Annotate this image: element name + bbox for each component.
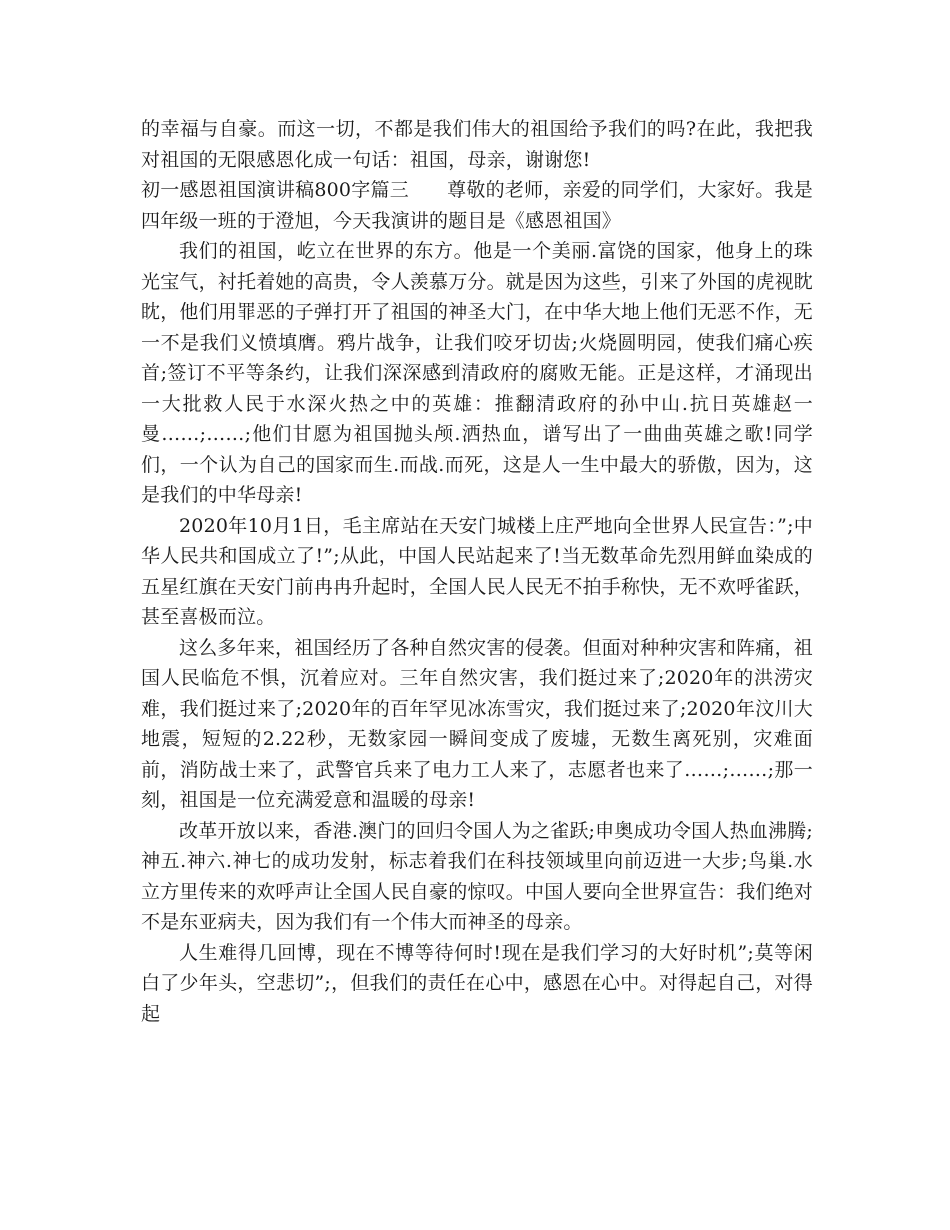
paragraph-4 — [141, 511, 813, 633]
paragraph-text: 人生难得几回博，现在不博等待何时!现在是我们学习的大好时机”;莫等闲白了少年头，空悲切”;，但我们的责任在心中，感恩在心中。对得起自己，对得起 — [141, 941, 813, 1025]
document-body — [141, 114, 813, 1029]
paragraph-5 — [141, 633, 813, 816]
section-heading: 初一感恩祖国演讲稿800字篇三 — [141, 179, 410, 201]
paragraph-text: 2020年10月1日，毛主席站在天安门城楼上庄严地向全世界人民宣告：”;中华人民共和国成立了!”;从此，中国人民站起来了!当无数革命先烈用鲜血染成的五星红旗在天安门前冉冉升起时，全国人民人民无不拍手称快，无不欢呼雀跃，甚至喜极而泣。 — [141, 514, 814, 628]
paragraph-text: 尊敬的老师，亲爱的同学们，大家好。我是四年级一班的于澄旭，今天我演讲的题目是《感恩祖国》 — [141, 179, 813, 232]
paragraph-text: 这么多年来，祖国经历了各种自然灾害的侵袭。但面对种种灾害和阵痛，祖国人民临危不惧，沉着应对。三年自然灾害，我们挺过来了;2020年的洪涝灾难，我们挺过来了;2020年的百年罕见冰冻雪灾，我们挺过来了;2020年汶川大地震，短短的2.22秒，无数家园一瞬间变成了废墟，无数生离死别，灾难面前，消防战士来了，武警官兵来了电力工人来了，志愿者也来了……;……;那一刻，祖国是一位充满爱意和温暖的母亲! — [141, 636, 813, 811]
paragraph-1 — [141, 114, 813, 175]
paragraph-2 — [141, 175, 813, 236]
paragraph-text: 改革开放以来，香港.澳门的回归令国人为之雀跃;申奥成功令国人热血沸腾;神五.神六.神七的成功发射，标志着我们在科技领域里向前迈进一大步;鸟巢.水立方里传来的欢呼声让全国人民自豪的惊叹。中国人要向全世界宣告：我们绝对不是东亚病夫，因为我们有一个伟大而神圣的母亲。 — [141, 819, 814, 933]
paragraph-text: 我们的祖国，屹立在世界的东方。他是一个美丽.富饶的国家，他身上的珠光宝气，衬托着她的高贵，令人羡慕万分。就是因为这些，引来了外国的虎视眈眈，他们用罪恶的子弹打开了祖国的神圣大门，在中华大地上他们无恶不作，无一不是我们义愤填膺。鸦片战争，让我们咬牙切齿;火烧圆明园，使我们痛心疾首;签订不平等条约，让我们深深感到清政府的腐败无能。正是这样，才涌现出一大批救人民于水深火热之中的英雄：推翻清政府的孙中山.抗日英雄赵一曼……;……;他们甘愿为祖国抛头颅.洒热血，谱写出了一曲曲英雄之歌!同学们，一个认为自己的国家而生.而战.而死，这是人一生中最大的骄傲，因为，这是我们的中华母亲! — [141, 240, 814, 506]
paragraph-text: 的幸福与自豪。而这一切，不都是我们伟大的祖国给予我们的吗?在此，我把我对祖国的无限感恩化成一句话：祖国，母亲，谢谢您! — [141, 118, 813, 171]
paragraph-6 — [141, 816, 813, 938]
paragraph-3 — [141, 236, 813, 511]
paragraph-7 — [141, 938, 813, 1030]
